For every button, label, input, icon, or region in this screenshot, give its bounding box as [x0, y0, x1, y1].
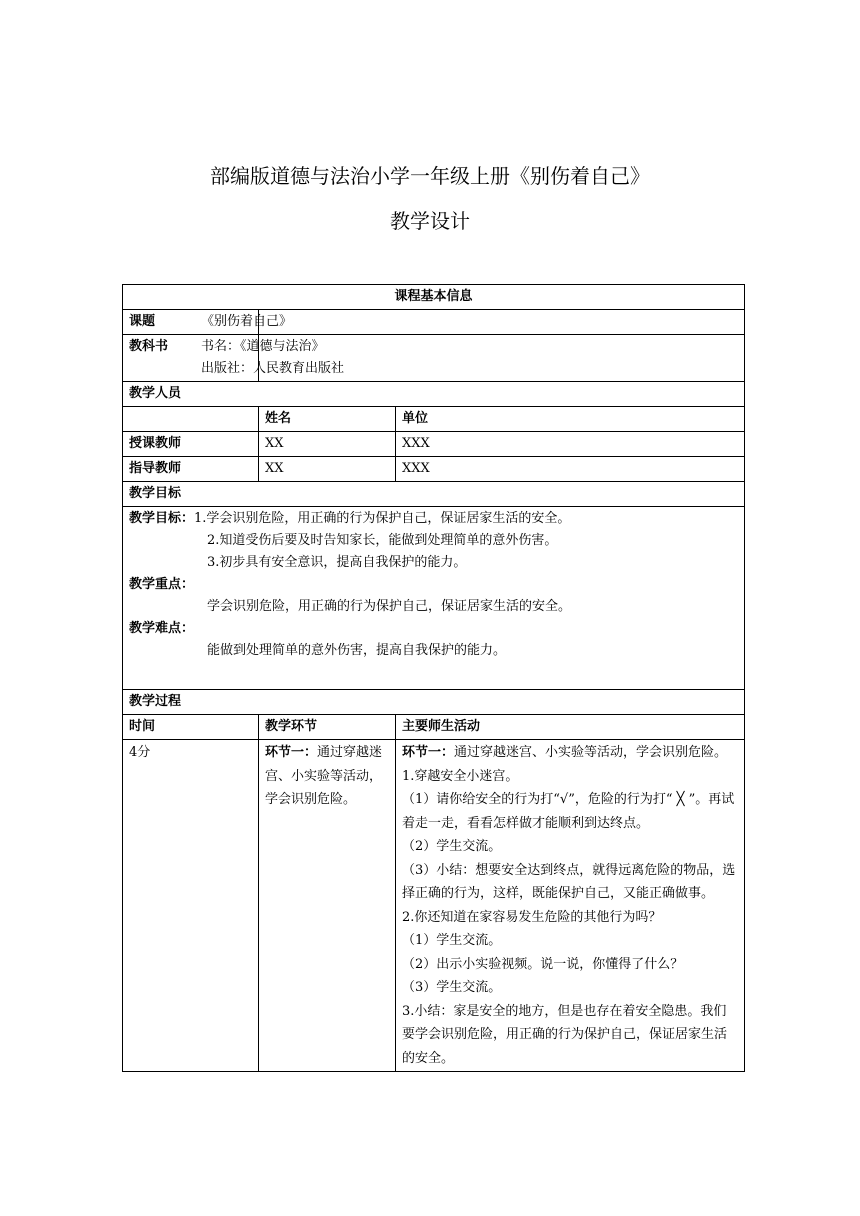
activity-line: （2）出示小实验视频。说一说，你懂得了什么？: [402, 956, 684, 972]
publisher: 出版社：人民教育出版社: [201, 361, 345, 376]
table-row: [123, 740, 745, 1072]
table-row: [123, 507, 745, 690]
difficult-label: 教学难点：: [129, 621, 195, 636]
table-row: [123, 285, 745, 310]
stage-text: 通过穿越迷宫、小实验等活动，学会识别危险。: [265, 745, 383, 807]
teacher-label: 授课教师: [123, 432, 259, 457]
book-name: 书名：《道德与法治》: [201, 339, 325, 354]
table-row: [123, 382, 745, 407]
teacher-unit: XXX: [396, 432, 745, 457]
activity-line: （3）小结：想要安全达到终点，就得远离危险的物品，选择正确的行为，这样，既能保护自己，又能正确做事。: [402, 862, 736, 901]
col-unit: 单位: [396, 407, 745, 432]
staff-section: 教学人员: [123, 382, 745, 407]
textbook-info: [201, 335, 745, 382]
col-stage: 教学环节: [259, 715, 396, 740]
stage-cell: [259, 740, 396, 1072]
table-row: [123, 690, 745, 715]
textbook-label: 教科书: [123, 335, 259, 382]
table-row: [123, 457, 745, 482]
col-activity: 主要师生活动: [396, 715, 745, 740]
topic-label: 课题: [123, 310, 259, 335]
activity-line: （1）学生交流。: [402, 933, 502, 948]
activity-head: 通过穿越迷宫、小实验等活动，学会识别危险。: [454, 745, 728, 760]
table-header: 课程基本信息: [123, 285, 745, 310]
activity-cell: [396, 740, 745, 1072]
table-row: [123, 310, 745, 335]
process-section: 教学过程: [123, 690, 745, 715]
activity-label: 环节一：: [402, 745, 455, 760]
document-subtitle: 教学设计: [390, 209, 470, 233]
lesson-plan-table: [122, 284, 745, 1072]
col-time: 时间: [123, 715, 259, 740]
goal-1: 1.学会识别危险，用正确的行为保护自己，保证居家生活的安全。: [194, 511, 571, 526]
time-value: 4分: [123, 740, 259, 1072]
col-name: 姓名: [259, 407, 396, 432]
table-row: [123, 715, 745, 740]
table-row: [123, 407, 745, 432]
goals-label: 教学目标：: [129, 511, 195, 526]
document-title: 部编版道德与法治小学一年级上册《别伤着自己》: [210, 164, 650, 188]
empty-cell: [123, 407, 259, 432]
table-row: [123, 482, 745, 507]
table-row: [123, 432, 745, 457]
mentor-name: XX: [259, 457, 396, 482]
goal-2: 2.知道受伤后要及时告知家长，能做到处理简单的意外伤害。: [207, 533, 558, 548]
activity-line: 3.小结：家是安全的地方，但是也存在着安全隐患。我们要学会识别危险，用正确的行为保护自己，保证居家生活的安全。: [402, 1003, 728, 1066]
activity-line: （2）学生交流。: [402, 839, 502, 854]
goal-3: 3.初步具有安全意识，提高自我保护的能力。: [207, 555, 467, 570]
goals-section: 教学目标: [123, 482, 745, 507]
activity-line: （1）请你给安全的行为打“√”，危险的行为打“ ╳ ”。再试着走一走，看看怎样做才能顺利到达终点。: [402, 792, 735, 831]
key-text: 学会识别危险，用正确的行为保护自己，保证居家生活的安全。: [207, 599, 572, 614]
mentor-unit: XXX: [396, 457, 745, 482]
topic-value: 《别伤着自己》: [259, 310, 745, 335]
stage-label: 环节一：: [265, 745, 318, 760]
goals-content: [123, 507, 745, 690]
table-row: [123, 335, 745, 382]
activity-line: （3）学生交流。: [402, 980, 502, 995]
activity-line: 2.你还知道在家容易发生危险的其他行为吗？: [402, 909, 662, 925]
key-label: 教学重点：: [129, 577, 195, 592]
difficult-text: 能做到处理简单的意外伤害，提高自我保护的能力。: [207, 643, 507, 658]
mentor-label: 指导教师: [123, 457, 259, 482]
teacher-name: XX: [259, 432, 396, 457]
activity-line: 1.穿越安全小迷宫。: [402, 768, 519, 784]
